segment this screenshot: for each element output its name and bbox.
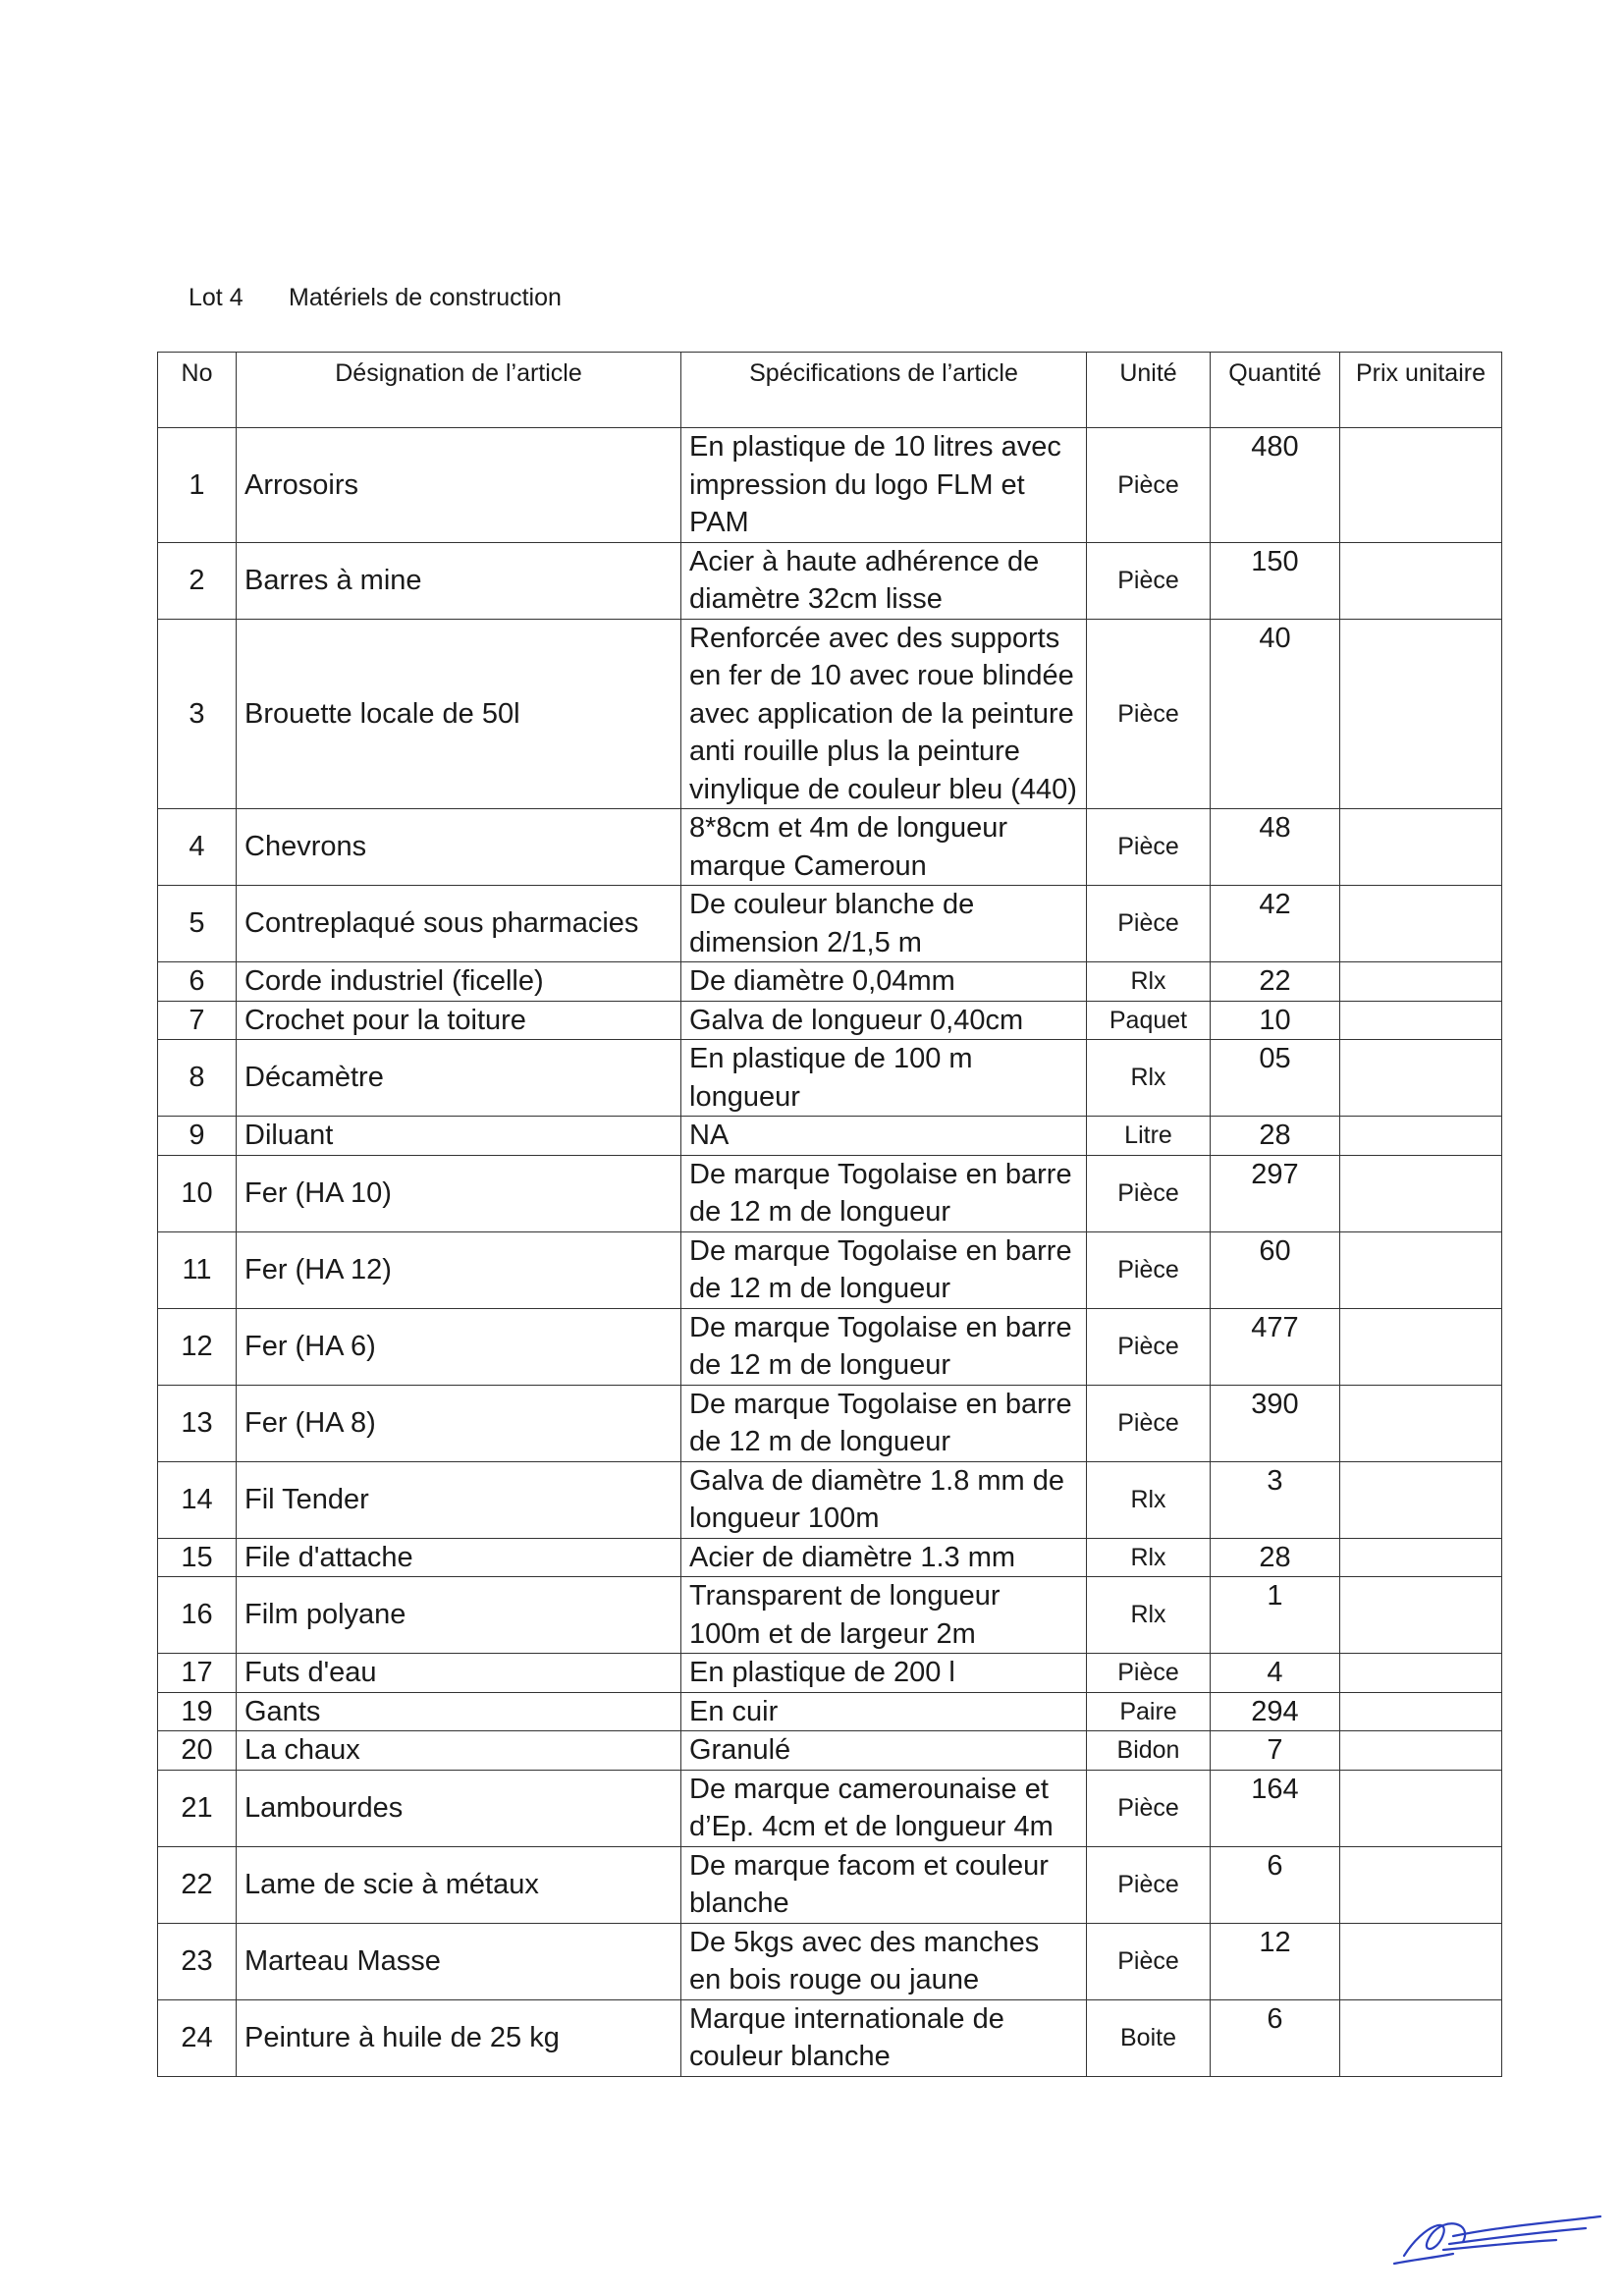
lot-title: Matériels de construction [289,284,562,311]
row-unit: Boite [1087,1999,1211,2076]
row-specification: Renforcée avec des supports en fer de 10 avec roue blindée avec application de la peinture anti rouille plus la peinture vinylique de couleur bleu (440) [681,619,1087,809]
row-unit: Pièce [1087,1385,1211,1461]
row-designation: File d'attache [237,1538,681,1577]
row-quantity: 28 [1211,1117,1340,1156]
row-unit-price [1340,1577,1502,1654]
row-unit-price [1340,1731,1502,1771]
row-unit-price [1340,1117,1502,1156]
row-designation: Brouette locale de 50l [237,619,681,809]
table-row [158,1654,1502,1693]
table-row [158,809,1502,886]
row-unit: Rlx [1087,1538,1211,1577]
row-quantity: 28 [1211,1538,1340,1577]
row-quantity: 297 [1211,1155,1340,1231]
row-number: 22 [158,1846,237,1923]
row-designation: Diluant [237,1117,681,1156]
row-unit-price [1340,1385,1502,1461]
row-unit: Rlx [1087,1040,1211,1117]
row-number: 17 [158,1654,237,1693]
row-designation: Gants [237,1692,681,1731]
table-row [158,542,1502,619]
row-unit: Bidon [1087,1731,1211,1771]
row-designation: Arrosoirs [237,428,681,543]
row-unit: Rlx [1087,962,1211,1002]
row-number: 24 [158,1999,237,2076]
table-row [158,1731,1502,1771]
row-specification: En plastique de 10 litres avec impression du logo FLM et PAM [681,428,1087,543]
row-unit: Pièce [1087,1923,1211,1999]
header-quantity: Quantité [1211,353,1340,428]
row-unit-price [1340,1999,1502,2076]
row-unit: Pièce [1087,1654,1211,1693]
row-unit: Pièce [1087,619,1211,809]
row-unit: Pièce [1087,542,1211,619]
row-quantity: 40 [1211,619,1340,809]
header-unit-price: Prix unitaire [1340,353,1502,428]
row-unit-price [1340,1040,1502,1117]
row-unit: Pièce [1087,1308,1211,1385]
row-unit-price [1340,1461,1502,1538]
row-designation: Lambourdes [237,1770,681,1846]
row-number: 11 [158,1231,237,1308]
row-designation: Barres à mine [237,542,681,619]
row-unit-price [1340,1692,1502,1731]
row-unit: Rlx [1087,1577,1211,1654]
row-unit-price [1340,886,1502,962]
signature [1384,2195,1610,2273]
row-unit-price [1340,1846,1502,1923]
table-row [158,1923,1502,1999]
row-specification: Granulé [681,1731,1087,1771]
row-number: 4 [158,809,237,886]
document-heading [189,284,562,312]
table-row [158,1231,1502,1308]
row-unit: Pièce [1087,1770,1211,1846]
row-unit-price [1340,1654,1502,1693]
row-unit-price [1340,542,1502,619]
row-specification: De marque Togolaise en barre de 12 m de longueur [681,1308,1087,1385]
row-designation: Fer (HA 8) [237,1385,681,1461]
row-unit-price [1340,1231,1502,1308]
row-specification: 8*8cm et 4m de longueur marque Cameroun [681,809,1087,886]
row-designation: Fer (HA 6) [237,1308,681,1385]
row-unit-price [1340,1538,1502,1577]
row-quantity: 6 [1211,1846,1340,1923]
row-quantity: 10 [1211,1001,1340,1040]
row-quantity: 48 [1211,809,1340,886]
row-designation: Chevrons [237,809,681,886]
row-designation: Fer (HA 10) [237,1155,681,1231]
row-specification: En plastique de 200 l [681,1654,1087,1693]
row-designation: Corde industriel (ficelle) [237,962,681,1002]
table-row [158,1308,1502,1385]
row-number: 23 [158,1923,237,1999]
row-designation: Lame de scie à métaux [237,1846,681,1923]
row-specification: De marque camerounaise et d’Ep. 4cm et de longueur 4m [681,1770,1087,1846]
row-unit-price [1340,1155,1502,1231]
table-row [158,1117,1502,1156]
table-row [158,1577,1502,1654]
row-unit: Pièce [1087,428,1211,543]
row-quantity: 22 [1211,962,1340,1002]
row-specification: De couleur blanche de dimension 2/1,5 m [681,886,1087,962]
table-row [158,1040,1502,1117]
row-quantity: 12 [1211,1923,1340,1999]
row-quantity: 477 [1211,1308,1340,1385]
table-row [158,1846,1502,1923]
row-number: 3 [158,619,237,809]
row-specification: Acier à haute adhérence de diamètre 32cm lisse [681,542,1087,619]
row-number: 14 [158,1461,237,1538]
row-number: 9 [158,1117,237,1156]
row-designation: Marteau Masse [237,1923,681,1999]
row-specification: Marque internationale de couleur blanche [681,1999,1087,2076]
row-unit: Paire [1087,1692,1211,1731]
row-specification: Galva de longueur 0,40cm [681,1001,1087,1040]
table-row [158,1999,1502,2076]
row-unit-price [1340,962,1502,1002]
row-specification: Galva de diamètre 1.8 mm de longueur 100m [681,1461,1087,1538]
header-no: No [158,353,237,428]
table-row [158,619,1502,809]
row-designation: Peinture à huile de 25 kg [237,1999,681,2076]
row-unit: Pièce [1087,886,1211,962]
table-row [158,1001,1502,1040]
row-designation: Futs d'eau [237,1654,681,1693]
row-specification: De marque facom et couleur blanche [681,1846,1087,1923]
row-number: 7 [158,1001,237,1040]
row-number: 8 [158,1040,237,1117]
row-designation: Film polyane [237,1577,681,1654]
row-designation: La chaux [237,1731,681,1771]
table-row [158,886,1502,962]
row-unit: Pièce [1087,1846,1211,1923]
row-number: 12 [158,1308,237,1385]
row-number: 6 [158,962,237,1002]
row-specification: En plastique de 100 m longueur [681,1040,1087,1117]
row-designation: Fil Tender [237,1461,681,1538]
row-specification: En cuir [681,1692,1087,1731]
row-quantity: 7 [1211,1731,1340,1771]
row-designation: Crochet pour la toiture [237,1001,681,1040]
row-unit: Pièce [1087,1155,1211,1231]
table-row [158,1461,1502,1538]
row-unit-price [1340,1770,1502,1846]
row-number: 5 [158,886,237,962]
row-specification: De 5kgs avec des manches en bois rouge ou jaune [681,1923,1087,1999]
row-unit: Pièce [1087,809,1211,886]
header-designation: Désignation de l’article [237,353,681,428]
row-quantity: 60 [1211,1231,1340,1308]
row-quantity: 42 [1211,886,1340,962]
row-specification: De marque Togolaise en barre de 12 m de longueur [681,1231,1087,1308]
row-unit-price [1340,1001,1502,1040]
row-number: 16 [158,1577,237,1654]
row-number: 13 [158,1385,237,1461]
row-quantity: 3 [1211,1461,1340,1538]
table-row [158,1770,1502,1846]
row-quantity: 480 [1211,428,1340,543]
header-specifications: Spécifications de l’article [681,353,1087,428]
row-number: 2 [158,542,237,619]
row-quantity: 05 [1211,1040,1340,1117]
row-quantity: 294 [1211,1692,1340,1731]
row-unit: Litre [1087,1117,1211,1156]
row-designation: Fer (HA 12) [237,1231,681,1308]
row-quantity: 1 [1211,1577,1340,1654]
row-unit-price [1340,1308,1502,1385]
row-specification: De marque Togolaise en barre de 12 m de longueur [681,1385,1087,1461]
row-unit-price [1340,1923,1502,1999]
table-row [158,1692,1502,1731]
row-unit: Pièce [1087,1231,1211,1308]
table-row [158,1155,1502,1231]
row-quantity: 150 [1211,542,1340,619]
row-quantity: 6 [1211,1999,1340,2076]
row-quantity: 4 [1211,1654,1340,1693]
row-specification: De diamètre 0,04mm [681,962,1087,1002]
row-number: 10 [158,1155,237,1231]
row-number: 21 [158,1770,237,1846]
table-row [158,1385,1502,1461]
row-designation: Contreplaqué sous pharmacies [237,886,681,962]
row-unit-price [1340,619,1502,809]
row-number: 20 [158,1731,237,1771]
row-specification: De marque Togolaise en barre de 12 m de longueur [681,1155,1087,1231]
row-unit: Rlx [1087,1461,1211,1538]
header-unit: Unité [1087,353,1211,428]
row-quantity: 390 [1211,1385,1340,1461]
row-specification: Acier de diamètre 1.3 mm [681,1538,1087,1577]
row-unit-price [1340,809,1502,886]
materials-table [157,352,1502,2077]
row-unit-price [1340,428,1502,543]
row-quantity: 164 [1211,1770,1340,1846]
row-unit: Paquet [1087,1001,1211,1040]
row-specification: Transparent de longueur 100m et de largeur 2m [681,1577,1087,1654]
row-specification: NA [681,1117,1087,1156]
table-row [158,1538,1502,1577]
lot-number: Lot 4 [189,284,243,311]
table-row [158,428,1502,543]
table-row [158,962,1502,1002]
row-number: 1 [158,428,237,543]
row-number: 19 [158,1692,237,1731]
row-number: 15 [158,1538,237,1577]
table-header-row [158,353,1502,428]
row-designation: Décamètre [237,1040,681,1117]
